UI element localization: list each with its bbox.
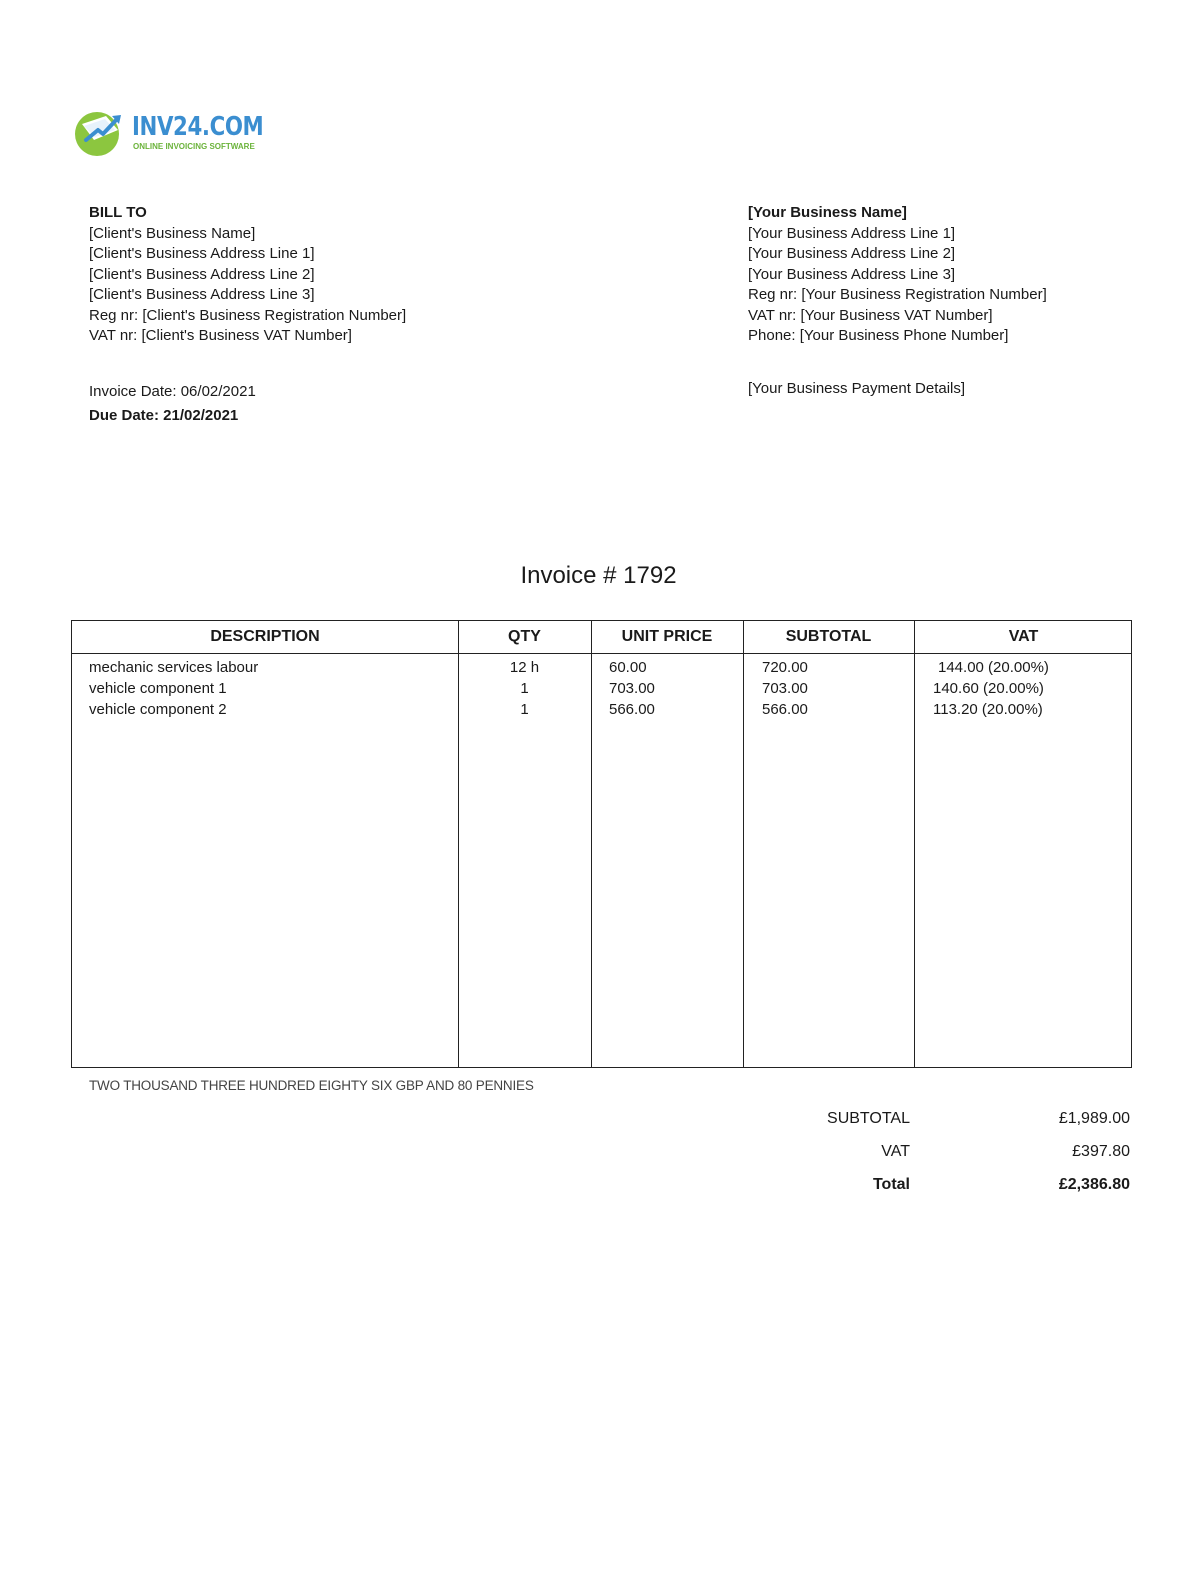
business-reg-nr: Reg nr: [Your Business Registration Number] [748, 286, 1047, 303]
vat-value: £397.80 [1072, 1143, 1130, 1160]
header-divider [72, 653, 1131, 654]
client-name: [Client's Business Name] [89, 224, 256, 242]
client-address-1: [Client's Business Address Line 1] [89, 245, 315, 262]
client-address-3: [Client's Business Address Line 3] [89, 286, 315, 303]
table-row [72, 657, 1131, 678]
cell-qty: 1 [520, 701, 529, 718]
invoice-dates [89, 380, 256, 428]
invoice-date: Invoice Date: 06/02/2021 [89, 383, 256, 400]
items-table [71, 620, 1132, 1068]
logo-name: INV24.COM [132, 112, 264, 142]
business-address-1: [Your Business Address Line 1] [748, 224, 956, 242]
bill-to-heading: BILL TO [89, 204, 147, 221]
table-row [72, 678, 1131, 699]
business-address-3: [Your Business Address Line 3] [748, 265, 956, 283]
vat-label: VAT [881, 1143, 910, 1160]
subtotal-row [780, 1110, 1130, 1143]
table-body [72, 657, 1131, 720]
business-vat-nr: VAT nr: [Your Business VAT Number] [748, 306, 993, 324]
amount-in-words: TWO THOUSAND THREE HUNDRED EIGHTY SIX GBP AND 80 PENNIES [89, 1078, 534, 1093]
table-row [72, 699, 1131, 720]
cell-vat: 140.60 (20.00%) [933, 680, 1044, 697]
logo-emblem-icon [72, 106, 126, 158]
invoice-title: Invoice # 1792 [520, 562, 677, 589]
cell-description: vehicle component 1 [89, 680, 227, 697]
subtotal-label: SUBTOTAL [827, 1110, 910, 1127]
client-reg-nr: Reg nr: [Client's Business Registration Number] [89, 306, 407, 324]
subtotal-value: £1,989.00 [1058, 1110, 1130, 1127]
logo-tagline: ONLINE INVOICING SOFTWARE [133, 142, 255, 151]
cell-unit-price: 566.00 [609, 701, 655, 718]
business-block [748, 203, 1047, 347]
totals-block [780, 1110, 1130, 1209]
header-description: DESCRIPTION [210, 628, 320, 645]
cell-subtotal: 720.00 [762, 659, 808, 676]
cell-qty: 1 [520, 680, 529, 697]
header-unit-price: UNIT PRICE [621, 628, 713, 645]
cell-subtotal: 703.00 [762, 680, 808, 697]
header-subtotal: SUBTOTAL [785, 628, 872, 645]
cell-vat: 113.20 (20.00%) [933, 701, 1043, 718]
cell-description: vehicle component 2 [89, 701, 227, 718]
vat-row [780, 1143, 1130, 1176]
cell-description: mechanic services labour [89, 659, 259, 676]
business-phone: Phone: [Your Business Phone Number] [748, 327, 1009, 344]
cell-subtotal: 566.00 [762, 701, 808, 718]
total-row [780, 1176, 1130, 1209]
total-label: Total [872, 1176, 910, 1193]
header-vat: VAT [1008, 628, 1039, 645]
cell-unit-price: 703.00 [609, 680, 655, 697]
bill-to-block [89, 203, 406, 347]
client-address-2: [Client's Business Address Line 2] [89, 265, 315, 283]
client-vat-nr: VAT nr: [Client's Business VAT Number] [89, 327, 352, 344]
due-date: Due Date: 21/02/2021 [89, 407, 239, 424]
cell-vat: 144.00 (20.00%) [938, 659, 1049, 676]
header-qty: QTY [508, 628, 541, 645]
cell-unit-price: 60.00 [609, 659, 647, 676]
company-logo [72, 106, 272, 158]
business-address-2: [Your Business Address Line 2] [748, 245, 956, 262]
total-value: £2,386.80 [1058, 1176, 1130, 1193]
cell-qty: 12 h [509, 659, 540, 676]
business-name: [Your Business Name] [748, 204, 907, 221]
payment-details: [Your Business Payment Details] [748, 380, 966, 397]
